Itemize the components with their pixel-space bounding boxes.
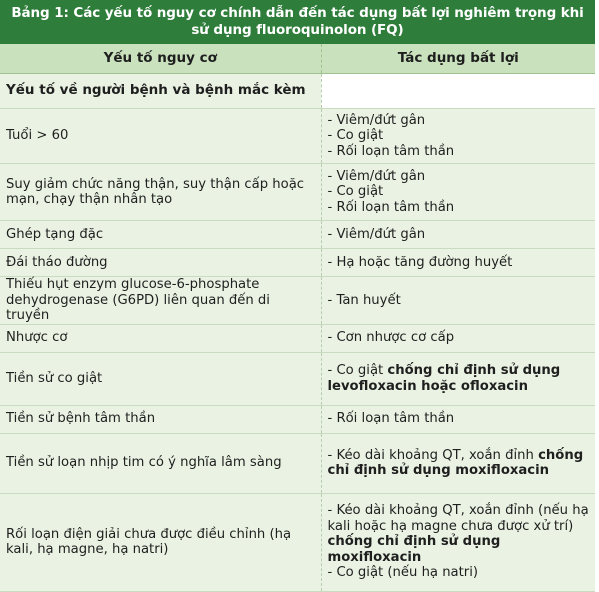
adverse-effect-line — [328, 227, 590, 243]
adverse-effect-cell — [321, 277, 595, 325]
table-title: Bảng 1: Các yếu tố nguy cơ chính dẫn đến tác dụng bất lợi nghiêm trọng khi sử dụng fluoroquinolon (FQ) — [0, 0, 595, 44]
adverse-effect-cell — [321, 109, 595, 164]
adverse-effect-text: - Hạ hoặc tăng đường huyết — [327, 254, 513, 270]
contraindication-note: chống chỉ định sử dụng moxifloxacin — [327, 447, 584, 478]
adverse-effect-line — [328, 330, 590, 346]
adverse-effect-line — [328, 255, 590, 271]
adverse-effect-text: - Co giật (nếu hạ natri) — [327, 565, 479, 581]
adverse-effect-cell — [321, 249, 595, 277]
adverse-effect-line — [328, 200, 590, 216]
table-row — [0, 109, 595, 164]
table-row — [0, 352, 595, 405]
risk-factor-cell: Đái tháo đường — [0, 249, 321, 277]
adverse-effect-line — [328, 184, 590, 200]
header-risk: Yếu tố nguy cơ — [0, 44, 321, 74]
contraindication-note: chống chỉ định sử dụng moxifloxacin — [327, 534, 501, 565]
adverse-effect-text: - Cơn nhược cơ cấp — [327, 330, 455, 346]
adverse-effect-text: - Tan huyết — [327, 292, 401, 308]
risk-factor-cell: Thiếu hụt enzym glucose-6-phosphate dehydrogenase (G6PD) liên quan đến di truyền — [0, 277, 321, 325]
table-row — [0, 324, 595, 352]
header-adverse: Tác dụng bất lợi — [321, 44, 595, 74]
adverse-effect-text: - Viêm/đứt gân — [327, 112, 426, 128]
adverse-effect-text: - Rối loạn tâm thần — [327, 411, 455, 427]
adverse-effect-line — [328, 113, 590, 129]
adverse-effect-text: - Co giật — [327, 363, 388, 378]
adverse-effect-line — [328, 503, 590, 565]
table-row — [0, 405, 595, 433]
adverse-effect-text: - Kéo dài khoảng QT, xoắn đỉnh (nếu hạ kali hoặc hạ magne chưa được xử trí) — [327, 503, 589, 534]
adverse-effect-cell — [321, 433, 595, 493]
section-row — [0, 74, 595, 109]
adverse-effect-text: - Kéo dài khoảng QT, xoắn đỉnh — [327, 447, 539, 463]
table-row — [0, 277, 595, 325]
header-row — [0, 44, 595, 74]
adverse-effect-cell — [321, 352, 595, 405]
adverse-effect-text: - Rối loạn tâm thần — [327, 199, 455, 215]
risk-factor-cell: Nhược cơ — [0, 324, 321, 352]
risk-factor-cell: Rối loạn điện giải chưa được điều chỉnh (hạ kali, hạ magne, hạ natri) — [0, 493, 321, 591]
adverse-effect-text: - Rối loạn tâm thần — [327, 143, 455, 159]
adverse-effect-line — [328, 411, 590, 427]
adverse-effect-line — [328, 144, 590, 160]
adverse-effect-text: - Co giật — [327, 184, 384, 200]
adverse-effect-line — [328, 448, 590, 479]
table-row — [0, 493, 595, 591]
table-row — [0, 164, 595, 221]
adverse-effect-line — [328, 565, 590, 581]
adverse-effect-cell — [321, 221, 595, 249]
adverse-effect-line — [328, 293, 590, 309]
table-row — [0, 249, 595, 277]
adverse-effect-line — [328, 128, 590, 144]
adverse-effect-cell — [321, 405, 595, 433]
risk-factor-cell: Suy giảm chức năng thận, suy thận cấp hoặc mạn, chạy thận nhân tạo — [0, 164, 321, 221]
risk-factor-cell: Tuổi > 60 — [0, 109, 321, 164]
section-empty-cell — [321, 74, 595, 109]
risk-factor-cell: Ghép tạng đặc — [0, 221, 321, 249]
adverse-effect-text: - Viêm/đứt gân — [327, 168, 426, 184]
risk-factor-cell: Tiền sử co giật — [0, 352, 321, 405]
risk-factor-cell: Tiền sử loạn nhịp tim có ý nghĩa lâm sàng — [0, 433, 321, 493]
adverse-effect-cell — [321, 324, 595, 352]
table-row — [0, 433, 595, 493]
section-label: Yếu tố về người bệnh và bệnh mắc kèm — [0, 74, 321, 109]
table-row — [0, 221, 595, 249]
adverse-effect-cell — [321, 493, 595, 591]
adverse-effect-line — [328, 363, 590, 394]
adverse-effect-text: - Co giật — [327, 128, 384, 144]
adverse-effect-cell — [321, 164, 595, 221]
contraindication-note: chống chỉ định sử dụng levofloxacin hoặc ofloxacin — [327, 363, 561, 394]
adverse-effect-line — [328, 169, 590, 185]
risk-factor-cell: Tiền sử bệnh tâm thần — [0, 405, 321, 433]
risk-table — [0, 44, 595, 592]
adverse-effect-text: - Viêm/đứt gân — [327, 226, 426, 242]
